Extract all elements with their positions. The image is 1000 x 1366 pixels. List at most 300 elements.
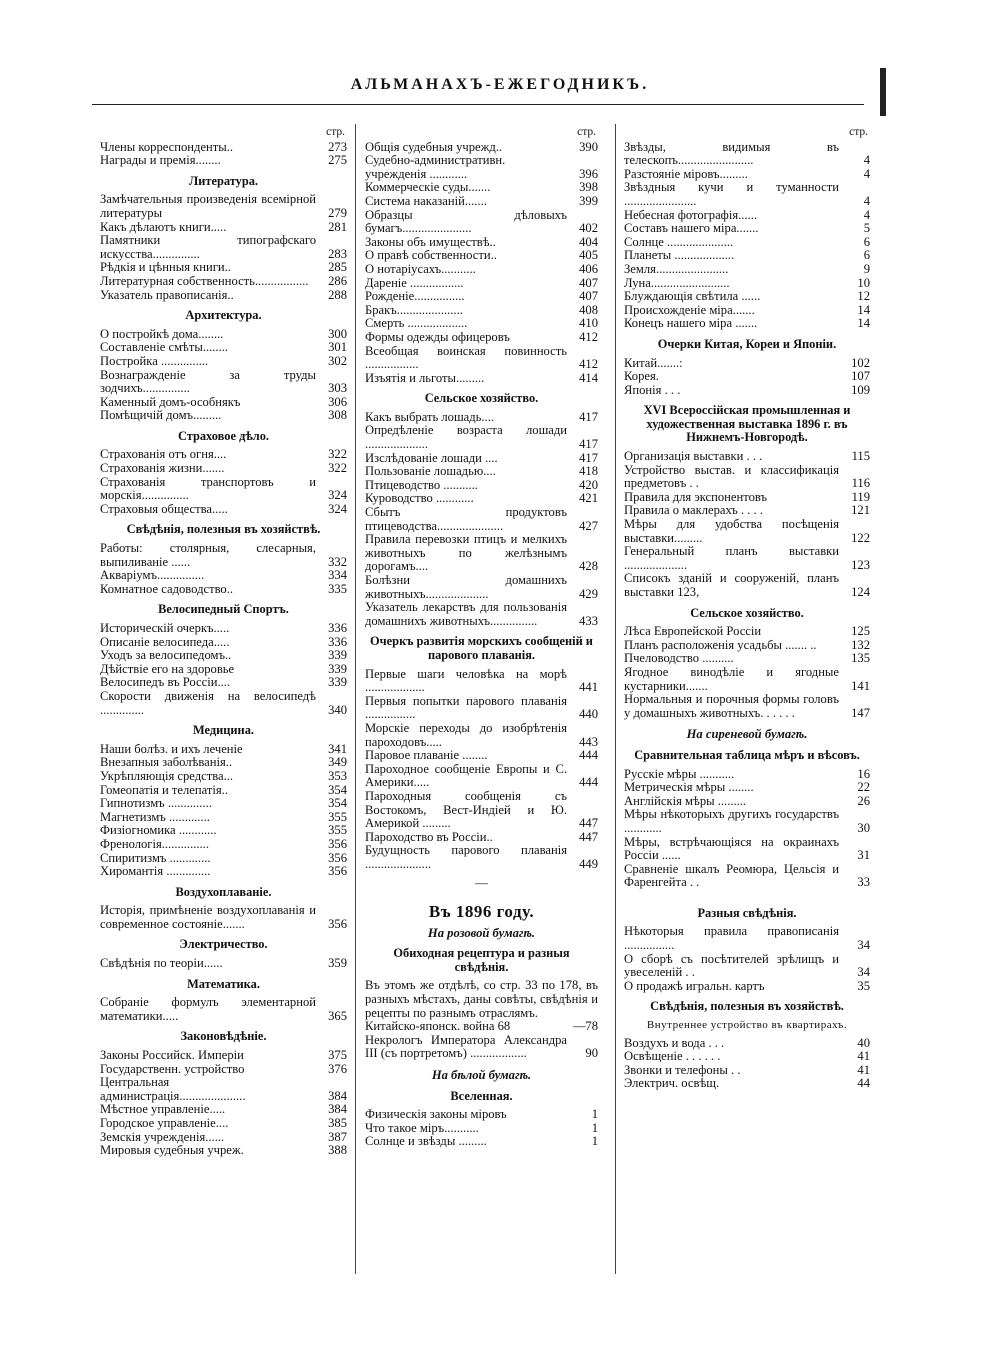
section-heading: XVI Всероссійская промышленная и художественная выставка 1896 г. въ Нижнемъ-Новгородѣ. xyxy=(643,403,851,445)
section-subheading: Внутреннее устройство въ квартирахъ. xyxy=(646,1019,848,1032)
toc-entry-title: Звѣзды, видимыя въ телескопъ........................ xyxy=(624,139,839,168)
toc-entry xyxy=(624,290,870,304)
toc-entry-title: Памятники типографскаго искусства............... xyxy=(100,233,316,261)
toc-entry-title: Опредѣленіе возраста лошади .................... xyxy=(365,423,567,452)
toc-entry-title: Ягодное винодѣліе и ягодные кустарники....... xyxy=(624,664,839,693)
toc-entry xyxy=(624,518,870,545)
toc-entry xyxy=(365,236,598,250)
toc-entry xyxy=(624,491,870,505)
toc-entry-title: Пользованіе лошадью.... xyxy=(365,464,496,479)
toc-entry xyxy=(365,1122,598,1136)
toc-entry xyxy=(100,957,347,971)
toc-entry-page: 339 xyxy=(328,675,347,690)
toc-entry-title: Указатель лекарствъ для пользованія домашнихъ животныхъ............... xyxy=(365,600,567,628)
toc-entry-page: 135 xyxy=(851,651,870,666)
toc-entry-title: Небесная фотографія...... xyxy=(624,207,758,222)
toc-entry-title: Награды и премія........ xyxy=(100,153,221,168)
section-heading: Архитектура. xyxy=(185,308,262,323)
toc-entry xyxy=(365,249,598,263)
toc-entry-page: 356 xyxy=(328,916,347,931)
toc-entry-page: 390 xyxy=(579,139,598,154)
toc-entry-page: 427 xyxy=(579,518,598,533)
section-heading: Велосипедный Спортъ. xyxy=(158,602,289,617)
toc-entry-title: Правила перевозки птицъ и мелкихъ животныхъ по желѣзнымъ дорогамъ.... xyxy=(365,532,567,574)
toc-section xyxy=(100,523,347,596)
toc-section xyxy=(365,635,598,871)
toc-entry-title: Система наказаній....... xyxy=(365,193,487,208)
toc-entry-page: 384 xyxy=(328,1102,347,1117)
toc-entry xyxy=(365,574,598,601)
toc-entry-title: Пароходныя сообщенія съ Востокомъ, Вест-Индіей и Ю. Америкой ......... xyxy=(365,788,567,831)
toc-entry xyxy=(624,666,870,693)
toc-entry xyxy=(100,1103,347,1117)
toc-entry-title: Китайско-японск. война 68 xyxy=(365,1019,511,1034)
toc-entry xyxy=(100,743,347,757)
page-title: АЛЬМАНАХЪ-ЕЖЕГОДНИКЪ. xyxy=(350,76,650,93)
toc-entry-title: Составъ нашего міра....... xyxy=(624,221,759,236)
toc-entry xyxy=(100,797,347,811)
toc-entry xyxy=(100,141,347,155)
toc-entry-page: 4 xyxy=(863,166,870,181)
toc-entry-title: Электрич. освѣщ. xyxy=(624,1076,720,1091)
toc-entry xyxy=(100,583,347,597)
toc-section xyxy=(624,404,870,599)
toc-entry-title: Какъ выбрать лошадь.... xyxy=(365,409,494,424)
toc-entry xyxy=(100,756,347,770)
toc-entry-title: Скорости движенія на велосипедѣ .............. xyxy=(100,688,316,717)
toc-entry-title: Нѣкоторыя правила правописанія ................ xyxy=(624,924,839,953)
toc-entry-title: Дареніе ................. xyxy=(365,275,464,290)
toc-entry-title: Укрѣпляющія средства... xyxy=(100,768,234,783)
toc-entry xyxy=(624,1050,870,1064)
toc-entry-page: 34 xyxy=(857,965,870,980)
toc-entry-page: 90 xyxy=(585,1046,598,1061)
toc-entry-page: —78 xyxy=(572,1019,598,1034)
toc-entry-page: 408 xyxy=(579,302,598,317)
toc-section xyxy=(100,603,347,717)
toc-entry xyxy=(624,304,870,318)
toc-entry-title: Генеральный планъ выставки .................... xyxy=(624,544,839,572)
toc-entry-page: 417 xyxy=(579,450,598,465)
column-1 xyxy=(100,126,347,1158)
paper-color-heading: На розовой бумагѣ. xyxy=(427,925,536,940)
toc-section xyxy=(100,978,347,1024)
toc-entry-page: 5 xyxy=(863,221,870,236)
toc-entry xyxy=(100,622,347,636)
toc-entry-title: Англійскія мѣры ......... xyxy=(624,793,747,808)
toc-entry xyxy=(624,693,870,720)
toc-entry-page: 444 xyxy=(579,748,598,763)
toc-entry-title: Звѣздныя кучи и туманности ....................... xyxy=(624,180,839,208)
toc-entry-title: Внезапныя заболѣванія.. xyxy=(100,755,233,770)
toc-entry-title: О продажѣ игральн. картъ xyxy=(624,978,765,993)
toc-list xyxy=(624,141,870,331)
toc-entry-title: Происхожденіе міра....... xyxy=(624,302,755,317)
toc-entry xyxy=(365,749,598,763)
toc-entry xyxy=(365,452,598,466)
toc-entry xyxy=(624,370,870,384)
toc-entry xyxy=(365,263,598,277)
page-column-label: стр. xyxy=(849,126,868,138)
toc-entry xyxy=(100,261,347,275)
toc-section xyxy=(100,938,347,970)
toc-entry xyxy=(100,542,347,569)
toc-entry-title: Солнце и звѣзды ......... xyxy=(365,1134,487,1149)
toc-entry-page: 273 xyxy=(328,139,347,154)
toc-entry-page: 300 xyxy=(328,326,347,341)
toc-entry xyxy=(365,844,598,871)
toc-entry-title: Указатель правописанія.. xyxy=(100,287,234,302)
toc-entry xyxy=(365,831,598,845)
toc-entry-page: 306 xyxy=(328,394,347,409)
toc-entry-title: Правила для экспонентовъ xyxy=(624,489,768,504)
toc-entry-title: Нормальныя и порочныя формы головъ у домашныхъ животныхъ. . . . . . xyxy=(624,692,839,720)
toc-entry-title: Исторія, примѣненіе воздухоплаванія и современное состояніе....... xyxy=(100,903,316,931)
toc-entry xyxy=(624,925,870,952)
toc-entry-title: Метрическія мѣры ........ xyxy=(624,780,754,795)
toc-entry xyxy=(100,234,347,261)
toc-section xyxy=(100,430,347,517)
toc-entry-page: 404 xyxy=(579,234,598,249)
toc-entry-title: Сравненіе шкалъ Реомюра, Цельсія и Фаренгейта . . xyxy=(624,861,839,890)
toc-entry-page: 407 xyxy=(579,275,598,290)
toc-entry-title: Китай.......: xyxy=(624,355,683,370)
column-2 xyxy=(365,126,598,1149)
toc-entry-title: Рожденіе................ xyxy=(365,289,465,304)
toc-entry-page: 410 xyxy=(579,316,598,331)
toc-entry xyxy=(365,345,598,372)
toc-entry xyxy=(100,289,347,303)
toc-section xyxy=(624,338,870,397)
toc-entry xyxy=(100,221,347,235)
year-heading: Въ 1896 году. xyxy=(428,902,535,922)
toc-entry-page: 421 xyxy=(579,491,598,506)
toc-entry-page: 14 xyxy=(857,302,870,317)
toc-entry-title: Морскіе переходы до изобрѣтенія пароходовъ..... xyxy=(365,720,567,749)
toc-entry xyxy=(100,996,347,1023)
page-column-label: стр. xyxy=(577,126,596,138)
toc-entry-page: 107 xyxy=(851,369,870,384)
toc-entry xyxy=(624,263,870,277)
toc-entry-page: 341 xyxy=(328,741,347,756)
toc-entry-page: 334 xyxy=(328,568,347,583)
toc-entry-page: 324 xyxy=(328,501,347,516)
section-heading: Литература. xyxy=(188,173,259,188)
toc-entry-title: Френологія............... xyxy=(100,836,209,851)
toc-entry-page: 355 xyxy=(328,809,347,824)
toc-entry-page: 353 xyxy=(328,768,347,783)
toc-entry xyxy=(624,236,870,250)
toc-entry-title: Наши болѣз. и ихъ леченіе xyxy=(100,741,243,756)
toc-entry xyxy=(100,676,347,690)
toc-entry-title: Образцы дѣловыхъ бумагъ...................... xyxy=(365,207,567,236)
toc-entry-title: Акваріумъ............... xyxy=(100,568,205,583)
toc-entry-title: Страхованія жизни....... xyxy=(100,461,225,476)
toc-entry-title: Замѣчательныя произведенія всемірной литературы xyxy=(100,192,316,220)
toc-entry-title: Организація выставки . . . xyxy=(624,449,763,464)
toc-entry-page: 41 xyxy=(857,1049,870,1064)
toc-entry-page: 122 xyxy=(851,530,870,545)
toc-entry xyxy=(624,450,870,464)
toc-entry-page: 441 xyxy=(579,680,598,695)
toc-entry-title: Каменный домъ-особнякъ xyxy=(100,394,241,409)
toc-entry xyxy=(624,625,870,639)
section-paragraph: Въ этомъ же отдѣлѣ, со стр. 33 по 178, въ разныхъ мѣстахъ, даны совѣты, свѣдѣнія и рецепты по разнымъ отраслямъ. xyxy=(365,978,598,1020)
toc-entry-page: 339 xyxy=(328,648,347,663)
toc-entry-title: Мѣры нѣкоторыхъ другихъ государствъ ............ xyxy=(624,807,839,835)
toc-entry xyxy=(365,317,598,331)
toc-entry-page: 447 xyxy=(579,816,598,831)
toc-entry-title: Русскіе мѣры ........... xyxy=(624,766,735,781)
toc-entry-title: Мѣры, встрѣчающіяся на окраинахъ Россіи ...... xyxy=(624,834,839,863)
toc-entry xyxy=(624,464,870,491)
toc-entry-title: Конецъ нашего міра ....... xyxy=(624,316,758,331)
toc-entry-page: 443 xyxy=(579,734,598,749)
toc-entry-page: 398 xyxy=(579,180,598,195)
toc-entry-page: 275 xyxy=(328,153,347,168)
toc-entry-title: Звонки и телефоны . . xyxy=(624,1062,741,1077)
toc-entry-page: 141 xyxy=(851,678,870,693)
toc-entry xyxy=(624,639,870,653)
toc-entry xyxy=(365,304,598,318)
toc-list xyxy=(365,141,598,386)
toc-entry xyxy=(100,1049,347,1063)
toc-entry-title: Страхованія транспортовъ и морскія............... xyxy=(100,474,316,503)
edge-mark xyxy=(880,68,886,116)
toc-entry-title: Некрологъ Императора Александра III (съ портретомъ) .................. xyxy=(365,1032,567,1061)
toc-entry-page: 124 xyxy=(851,585,870,599)
toc-entry xyxy=(624,795,870,809)
toc-entry-title: Общія судебныя учрежд.. xyxy=(365,139,503,154)
toc-entry-title: Формы одежды офицеровъ xyxy=(365,329,510,344)
title-rule xyxy=(92,104,864,105)
toc-entry-title: Японія . . . xyxy=(624,382,681,397)
toc-entry-page: 119 xyxy=(851,489,870,504)
toc-entry xyxy=(365,695,598,722)
toc-entry xyxy=(100,341,347,355)
toc-entry xyxy=(624,768,870,782)
toc-entry-page: 414 xyxy=(579,370,598,385)
toc-entry-title: Пароходство въ Россіи.. xyxy=(365,829,493,844)
toc-entry-title: Блуждающія свѣтила ...... xyxy=(624,289,761,304)
paper-color-heading: На сиреневой бумагѣ. xyxy=(686,727,808,742)
toc-entry-title: Мѣстное управленіе..... xyxy=(100,1102,226,1117)
toc-entry xyxy=(100,865,347,879)
toc-entry-page: 356 xyxy=(328,864,347,879)
toc-entry xyxy=(100,328,347,342)
toc-entry-title: Велосипедъ въ Россіи.... xyxy=(100,675,231,690)
toc-entry-page: 449 xyxy=(579,856,598,871)
toc-entry-title: Пароходное сообщеніе Европы и С. Америки..... xyxy=(365,761,567,790)
toc-entry-title: Лѣса Европейской Россіи xyxy=(624,624,762,639)
toc-entry-page: 385 xyxy=(328,1116,347,1130)
toc-entry xyxy=(365,465,598,479)
toc-entry xyxy=(365,331,598,345)
toc-entry xyxy=(365,533,598,574)
toc-entry-title: Солнце ..................... xyxy=(624,234,734,249)
toc-entry-page: 303 xyxy=(328,381,347,396)
toc-entry xyxy=(100,503,347,517)
toc-entry-page: 10 xyxy=(857,275,870,290)
section-heading: Очеркъ развитія морскихъ сообщеній и парового плаванія. xyxy=(370,634,593,662)
toc-entry-title: Уходъ за велосипедомъ.. xyxy=(100,648,232,663)
toc-entry-title: О правѣ собственности.. xyxy=(365,248,497,263)
toc-entry-page: 22 xyxy=(857,780,870,795)
toc-entry-page: 41 xyxy=(857,1062,870,1077)
toc-entry xyxy=(365,1108,598,1122)
toc-entry xyxy=(624,181,870,208)
toc-entry-title: Земскія учрежденія...... xyxy=(100,1129,225,1144)
section-heading: Очерки Китая, Кореи и Японіи. xyxy=(657,336,837,351)
toc-entry-title: Городское управленіе.... xyxy=(100,1116,229,1130)
toc-entry-title: Гомеопатія и телепатія.. xyxy=(100,782,228,797)
toc-entry xyxy=(100,636,347,650)
toc-entry-page: 336 xyxy=(328,621,347,635)
toc-entry xyxy=(100,409,347,423)
toc-entry-title: Члены корреспонденты.. xyxy=(100,139,234,154)
section-heading: Свѣдѣнія, полезныя въ хозяйствѣ. xyxy=(126,522,321,537)
toc-entry xyxy=(624,317,870,331)
toc-entry xyxy=(624,781,870,795)
toc-entry xyxy=(624,953,870,980)
toc-entry xyxy=(624,168,870,182)
toc-entry-page: 407 xyxy=(579,289,598,304)
toc-entry-title: Комнатное садоводство.. xyxy=(100,581,234,596)
toc-entry-page: 340 xyxy=(328,702,347,717)
toc-entry-page: 359 xyxy=(328,956,347,971)
toc-entry-page: 384 xyxy=(328,1088,347,1103)
toc-entry-page: 418 xyxy=(579,464,598,479)
toc-entry-title: Законы Российск. Имперіи xyxy=(100,1048,244,1063)
toc-entry xyxy=(624,209,870,223)
toc-entry-title: Правила о маклерахъ . . . . xyxy=(624,503,764,518)
toc-entry-title: Свѣдѣнія по теоріи...... xyxy=(100,956,223,971)
toc-entry-title: Куроводство ............ xyxy=(365,491,474,506)
toc-entry-title: Литературная собственность................. xyxy=(100,273,309,288)
toc-entry xyxy=(365,668,598,695)
toc-entry xyxy=(365,141,598,155)
toc-section xyxy=(624,607,870,721)
toc-entry xyxy=(624,572,870,599)
toc-entry-page: 44 xyxy=(857,1076,870,1091)
section-heading: Математика. xyxy=(187,976,260,991)
toc-entry xyxy=(624,980,870,994)
toc-entry-page: 6 xyxy=(863,248,870,263)
toc-entry-title: Пчеловодство .......... xyxy=(624,651,734,666)
toc-entry-page: 322 xyxy=(328,461,347,476)
toc-entry-page: 349 xyxy=(328,755,347,770)
toc-entry-page: 440 xyxy=(579,707,598,722)
toc-entry xyxy=(365,411,598,425)
toc-entry-page: 288 xyxy=(328,287,347,302)
toc-entry xyxy=(365,424,598,451)
section-heading: Законовѣдѣніе. xyxy=(180,1029,267,1044)
toc-entry-page: 35 xyxy=(857,978,870,993)
toc-list xyxy=(624,1037,870,1091)
toc-entry-page: 26 xyxy=(857,793,870,808)
toc-entry xyxy=(624,808,870,835)
column-3 xyxy=(624,126,870,1091)
toc-entry xyxy=(624,863,870,890)
column-divider xyxy=(615,124,616,1274)
toc-entry xyxy=(365,492,598,506)
toc-entry-page: 6 xyxy=(863,234,870,249)
toc-entry-title: Работы: столярныя, слесарныя, выпиливаніе ...... xyxy=(100,541,316,569)
toc-entry-title: Что такое міръ........... xyxy=(365,1120,479,1135)
toc-entry-title: Смерть ................... xyxy=(365,316,468,331)
toc-entry xyxy=(365,372,598,386)
toc-entry-title: Государственн. устройство xyxy=(100,1061,245,1076)
toc-entry-title: Всеобщая воинская повинность ................. xyxy=(365,343,567,372)
toc-entry xyxy=(624,836,870,863)
toc-section xyxy=(100,886,347,932)
toc-entry-page: 354 xyxy=(328,796,347,811)
toc-entry-page: 31 xyxy=(857,848,870,863)
toc-entry-page: 34 xyxy=(857,938,870,953)
toc-entry-title: Бракъ..................... xyxy=(365,302,463,317)
toc-entry-title: Физіогномика ............ xyxy=(100,823,217,838)
toc-section xyxy=(100,309,347,423)
toc-section xyxy=(624,749,870,890)
toc-entry-title: Гипнотизмъ .............. xyxy=(100,796,212,811)
toc-entry-page: 335 xyxy=(328,581,347,596)
toc-entry-title: Сбытъ продуктовъ птицеводства..................... xyxy=(365,505,567,533)
toc-entry-page: 420 xyxy=(579,477,598,492)
toc-entry-page: 12 xyxy=(857,289,870,304)
toc-entry-page: 302 xyxy=(328,353,347,368)
toc-entry xyxy=(624,1037,870,1051)
toc-entry xyxy=(100,476,347,503)
toc-entry-page: 40 xyxy=(857,1035,870,1050)
toc-entry-page: 376 xyxy=(328,1061,347,1076)
toc-entry xyxy=(365,1020,598,1034)
toc-entry xyxy=(100,649,347,663)
toc-entry-page: 399 xyxy=(579,193,598,208)
toc-entry-title: Дѣйствіе его на здоровье xyxy=(100,661,235,676)
toc-entry-title: Паровое плаваніе ........ xyxy=(365,748,488,763)
toc-entry-page: 1 xyxy=(591,1107,598,1122)
toc-entry xyxy=(365,790,598,831)
toc-entry xyxy=(100,448,347,462)
toc-entry xyxy=(624,357,870,371)
separator-dash: — xyxy=(475,876,488,891)
toc-entry-title: Составленіе смѣты........ xyxy=(100,340,229,355)
toc-entry xyxy=(365,763,598,790)
toc-entry-title: Спиритизмъ ............. xyxy=(100,850,211,865)
section-heading: Страховое дѣло. xyxy=(177,428,270,443)
toc-entry xyxy=(365,290,598,304)
toc-entry xyxy=(100,275,347,289)
toc-entry-page: 429 xyxy=(579,586,598,601)
column-divider xyxy=(355,124,356,1274)
toc-entry-title: Вознагражденіе за труды зодчихъ............... xyxy=(100,367,316,396)
toc-entry-title: О нотаріусахъ........... xyxy=(365,261,476,276)
toc-section xyxy=(100,175,347,302)
toc-entry-page: 355 xyxy=(328,823,347,838)
toc-entry xyxy=(365,601,598,628)
toc-entry-page: 33 xyxy=(857,875,870,890)
toc-entry-page: 116 xyxy=(851,476,870,491)
toc-entry-title: Центральная администрація..................... xyxy=(100,1075,246,1103)
toc-entry-page: 388 xyxy=(328,1143,347,1158)
toc-entry-page: 9 xyxy=(863,261,870,276)
toc-entry-title: Описаніе велосипеда..... xyxy=(100,634,230,649)
toc-entry xyxy=(100,462,347,476)
section-heading: Вселенная. xyxy=(450,1088,513,1103)
toc-entry-page: 14 xyxy=(857,316,870,331)
toc-entry-page: 4 xyxy=(863,193,870,208)
toc-entry-page: 123 xyxy=(851,557,870,572)
